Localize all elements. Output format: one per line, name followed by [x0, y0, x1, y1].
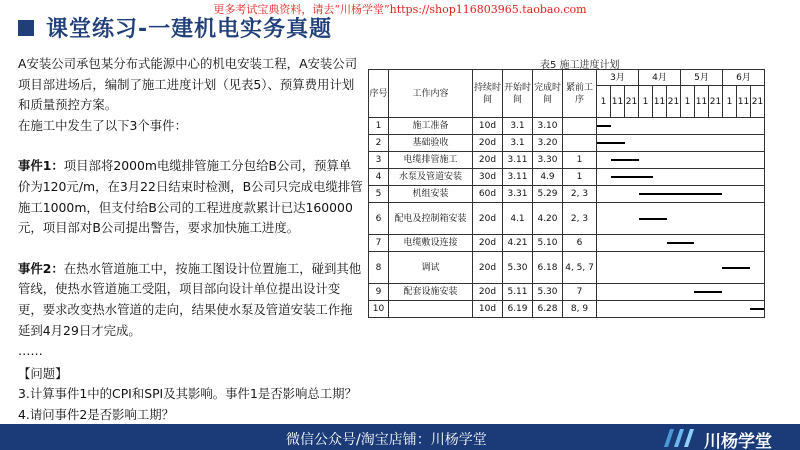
- cell-no: 8: [369, 252, 389, 284]
- title-square-icon: [18, 20, 34, 36]
- header-month: 4月: [639, 70, 681, 86]
- cell-duration: 10d: [473, 118, 503, 135]
- cell-pred: 7: [563, 284, 597, 301]
- schedule-bar: [722, 267, 750, 269]
- gantt-cell: [597, 169, 765, 186]
- schedule-bar: [597, 142, 625, 144]
- cell-duration: 20d: [473, 284, 503, 301]
- gantt-cell: [597, 301, 765, 318]
- header-decade: 1: [723, 86, 737, 118]
- header-work: 工作内容: [389, 70, 473, 118]
- cell-finish: 4.20: [533, 203, 563, 235]
- header-decade: 21: [625, 86, 639, 118]
- cell-work: 水泵及管道安装: [389, 169, 473, 186]
- table-row: [369, 203, 765, 235]
- gantt-cell: [597, 135, 765, 152]
- table-row: [369, 284, 765, 301]
- cell-start: 4.21: [503, 235, 533, 252]
- cell-pred: 1: [563, 152, 597, 169]
- table-row: [369, 169, 765, 186]
- gantt-cell: [597, 235, 765, 252]
- header-decade: 1: [639, 86, 653, 118]
- table-row: [369, 301, 765, 318]
- event2-text: 在热水管道施工中，按施工图设计位置施工，碰到其他管线，使热水管道施工受阻，项目部向设计单位提出设计变更，要求改变热水管道的走向，结果使水泵及管道安装工作拖延到4月29日才完成。: [18, 260, 362, 338]
- cell-start: 5.30: [503, 252, 533, 284]
- table-row: [369, 135, 765, 152]
- cell-no: 3: [369, 152, 389, 169]
- cell-start: 3.11: [503, 152, 533, 169]
- cell-no: 6: [369, 203, 389, 235]
- question-3: 3.计算事件1中的CPI和SPI及其影响。事件1是否影响总工期？: [18, 386, 357, 402]
- question-text: [18, 54, 363, 426]
- cell-work: 基础验收: [389, 135, 473, 152]
- cell-start: 4.1: [503, 203, 533, 235]
- header-finish: 完成时间: [533, 70, 563, 118]
- cell-no: 2: [369, 135, 389, 152]
- cell-duration: 30d: [473, 169, 503, 186]
- header-decade: 1: [597, 86, 611, 118]
- event2-paragraph: [18, 259, 363, 341]
- cell-no: 5: [369, 186, 389, 203]
- cell-finish: 5.29: [533, 186, 563, 203]
- cell-pred: 4, 5, 7: [563, 252, 597, 284]
- gantt-cell: [597, 152, 765, 169]
- cell-work: 电缆敷设连接: [389, 235, 473, 252]
- events-lead: 在施工中发生了以下3个事件：: [18, 117, 187, 133]
- gantt-cell: [597, 284, 765, 301]
- question-4: 4.请问事件2是否影响工期？: [18, 406, 175, 422]
- footer-text: 微信公众号/淘宝店铺：川杨学堂: [286, 432, 487, 448]
- event1-label: 事件1：: [18, 158, 64, 174]
- cell-pred: 1: [563, 169, 597, 186]
- cell-work: 配电及控制箱安装: [389, 203, 473, 235]
- cell-pred: 2, 3: [563, 203, 597, 235]
- cell-finish: 3.30: [533, 152, 563, 169]
- table-row: [369, 252, 765, 284]
- cell-pred: 2, 3: [563, 186, 597, 203]
- table-caption: 表5 施工进度计划: [540, 60, 620, 71]
- cell-finish: 3.20: [533, 135, 563, 152]
- cell-duration: 20d: [473, 203, 503, 235]
- schedule-table: [368, 69, 765, 318]
- gantt-cell: [597, 203, 765, 235]
- promo-banner[interactable]: 更多考试宝典资料，请去“川杨学堂”https://shop116803965.taobao.com: [213, 3, 587, 16]
- header-duration: 持续时间: [473, 70, 503, 118]
- header-no: 序号: [369, 70, 389, 118]
- header-decade: 1: [681, 86, 695, 118]
- table-row: [369, 235, 765, 252]
- schedule-bar: [597, 125, 611, 127]
- gantt-cell: [597, 118, 765, 135]
- cell-no: 1: [369, 118, 389, 135]
- cell-pred: 8, 9: [563, 301, 597, 318]
- header-month: 5月: [681, 70, 723, 86]
- header-decade: 11: [653, 86, 667, 118]
- cell-duration: 10d: [473, 301, 503, 318]
- schedule-bar: [611, 176, 653, 178]
- cell-finish: 5.10: [533, 235, 563, 252]
- schedule-bar: [611, 159, 639, 161]
- cell-no: 7: [369, 235, 389, 252]
- cell-finish: 6.18: [533, 252, 563, 284]
- table-row: [369, 186, 765, 203]
- cell-finish: 3.10: [533, 118, 563, 135]
- event2-label: 事件2：: [18, 260, 64, 276]
- cell-no: 10: [369, 301, 389, 318]
- header-decade: 21: [751, 86, 765, 118]
- ellipsis: ……: [18, 343, 43, 359]
- header-start: 开始时间: [503, 70, 533, 118]
- page-title: 课堂练习-一建机电实务真题: [46, 17, 333, 42]
- cell-start: 3.11: [503, 169, 533, 186]
- cell-duration: 20d: [473, 135, 503, 152]
- schedule-bar: [639, 193, 723, 195]
- schedule-bar: [694, 291, 722, 293]
- brand-name: 川杨学堂: [704, 432, 772, 450]
- event1-text: 项目部将2000m电缆排管施工分包给B公司，预算单价为120元/m，在3月22日结束时检测，B公司只完成电缆排管施工1000m，但支付给B公司的工程进度款累计已达160000元，项目部对B公司提出警告，要求加快施工进度。: [18, 158, 363, 236]
- intro-paragraph: A安装公司承包某分布式能源中心的机电安装工程，A安装公司项目部进场后，编制了施工进度计划（见表5）、预算费用计划和质量预控方案。: [18, 56, 358, 113]
- cell-finish: 4.9: [533, 169, 563, 186]
- cell-work: 配套设施安装: [389, 284, 473, 301]
- cell-finish: 6.28: [533, 301, 563, 318]
- cell-pred: [563, 118, 597, 135]
- cell-work: [389, 301, 473, 318]
- gantt-cell: [597, 252, 765, 284]
- header-decade: 21: [667, 86, 681, 118]
- cell-pred: [563, 135, 597, 152]
- title-bar: [18, 12, 332, 43]
- cell-start: 6.19: [503, 301, 533, 318]
- cell-start: 3.31: [503, 186, 533, 203]
- cell-finish: 5.30: [533, 284, 563, 301]
- schedule-bar: [667, 242, 695, 244]
- header-pred: 紧前工序: [563, 70, 597, 118]
- cell-start: 3.1: [503, 135, 533, 152]
- header-decade: 21: [709, 86, 723, 118]
- cell-start: 3.1: [503, 118, 533, 135]
- cell-duration: 20d: [473, 235, 503, 252]
- schedule-bar: [750, 308, 764, 310]
- cell-duration: 60d: [473, 186, 503, 203]
- header-decade: 11: [611, 86, 625, 118]
- event1-paragraph: [18, 156, 363, 238]
- cell-work: 机组安装: [389, 186, 473, 203]
- gantt-cell: [597, 186, 765, 203]
- cell-start: 5.11: [503, 284, 533, 301]
- header-decade: 11: [737, 86, 751, 118]
- cell-work: 调试: [389, 252, 473, 284]
- question-label: 【问题】: [18, 365, 68, 381]
- cell-no: 4: [369, 169, 389, 186]
- cell-work: 电缆排管施工: [389, 152, 473, 169]
- cell-no: 9: [369, 284, 389, 301]
- cell-duration: 20d: [473, 152, 503, 169]
- header-month: 6月: [723, 70, 765, 86]
- table-row: [369, 118, 765, 135]
- cell-work: 施工准备: [389, 118, 473, 135]
- cell-duration: 20d: [473, 252, 503, 284]
- table-row: [369, 152, 765, 169]
- schedule-bar: [639, 218, 667, 220]
- brand-logo-icon: [660, 425, 696, 449]
- header-month: 3月: [597, 70, 639, 86]
- header-decade: 11: [695, 86, 709, 118]
- cell-pred: 6: [563, 235, 597, 252]
